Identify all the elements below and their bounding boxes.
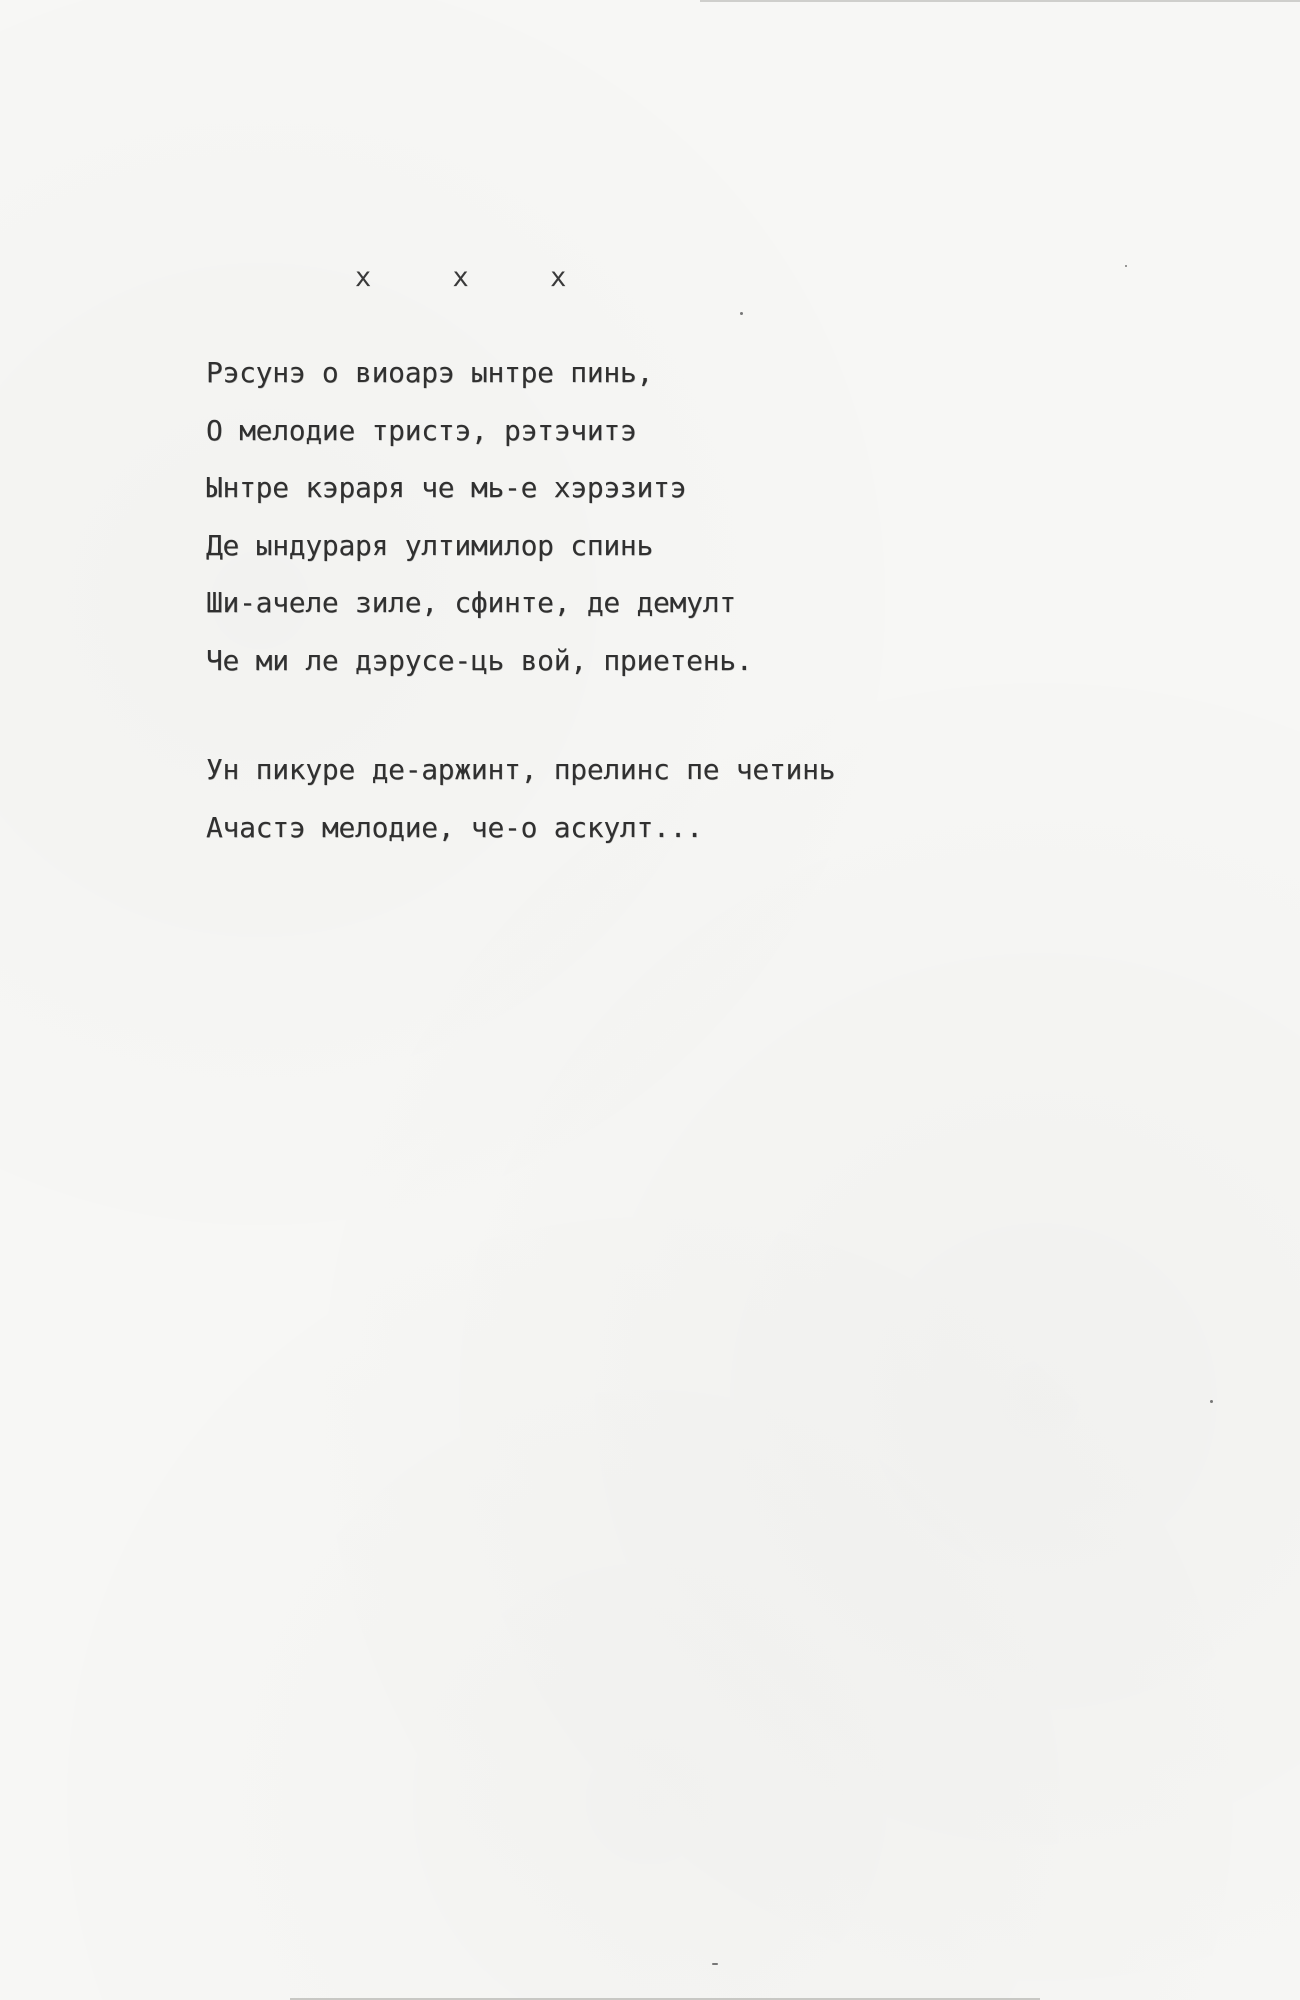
stanza-1 xyxy=(206,344,1206,689)
poem-line: О мелодие тристэ, рэтэчитэ xyxy=(206,413,637,447)
paper-speck xyxy=(712,1963,718,1965)
paper-speck xyxy=(1210,1400,1213,1403)
poem-line: Рэсунэ о виоарэ ынтре пинь, xyxy=(206,356,654,389)
stanza-2 xyxy=(206,741,1206,856)
poem-line: Ачастэ мелодие, че-о аскулт... xyxy=(206,810,703,844)
poem-line: Че ми ле дэрусе-ць вой, приетень. xyxy=(206,643,753,677)
section-separator: x x x xyxy=(355,262,567,293)
paper-speck xyxy=(1125,265,1127,267)
paper-top-edge xyxy=(700,0,1300,2)
poem-line: Де ындураря ултимилор спинь xyxy=(206,528,654,562)
poem-body xyxy=(206,344,1206,908)
poem-line: Ши-ачеле зиле, сфинте, де демулт xyxy=(206,586,736,619)
poem-line: Ун пикуре де-аржинт, прелинс пе четинь xyxy=(206,753,836,786)
paper-speck xyxy=(740,312,743,315)
poem-line: Ынтре кэраря че мь-е хэрэзитэ xyxy=(206,471,687,504)
